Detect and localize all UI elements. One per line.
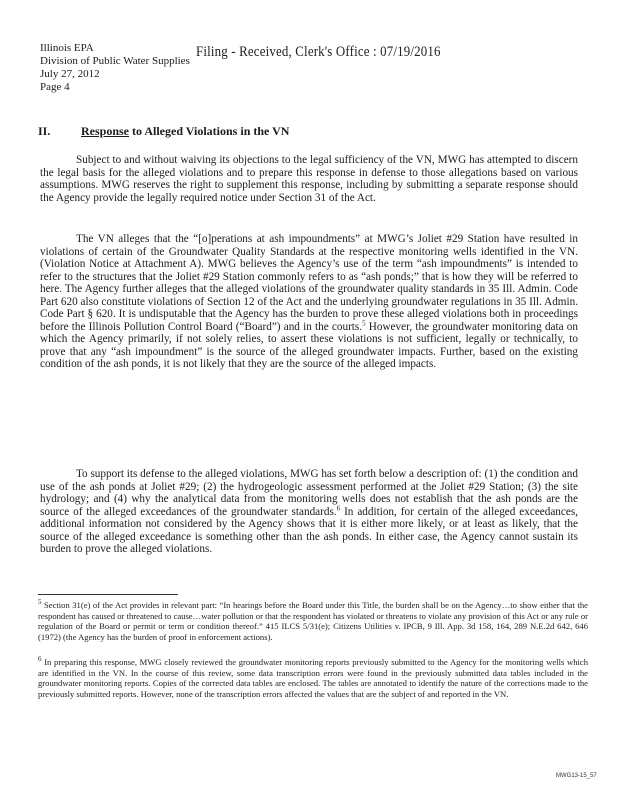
letter-header: [40, 42, 190, 94]
paragraph-1-text: Subject to and without waiving its objections to the legal sufficiency of the VN, MWG has attempted to discern the legal basis for the alleged violations and to prepare this response in defense to those allegations based on various assumptions. MWG reserves the right to supplement this response, including by submitting a separate response should the Agency provide the legally required notice under Section 31 of the Act.: [40, 154, 578, 204]
footnote-6: [38, 657, 588, 699]
bates-number: MWG13-15_57: [556, 773, 597, 779]
footnote-5-marker: 5: [38, 598, 42, 607]
paragraph-3: [40, 468, 578, 556]
header-page-number: Page 4: [40, 81, 70, 93]
paragraph-3-text-end: In addition, for certain of the alleged exceedances, additional information not considered by the Agency shows that it is either more likely, or at least as likely, that the source of the alleged exceedance is something other than the ash ponds. In either case, the Agency cannot sustain its burden to prove the alleged violations.: [40, 505, 578, 555]
footnote-divider: [38, 594, 178, 595]
footnote-5-text: Section 31(e) of the Act provides in relevant part: “In hearings before the Board under this Title, the burden shall be on the Agency…to show either that the respondent has caused or threatened to cause…water pollution or that the respondent has violated or threatens to violate any provision of this Act or any rule or regulation of the Board or permit or term or condition thereof.” 415 ILCS 5/31(e); Citizens Utilities v. IPCB, 9 Ill. App. 3d 158, 164, 289 N.E.2d 642, 646 (1972) (the Agency has the burden of proof in enforcement actions).: [38, 600, 588, 642]
footnote-6-text: In preparing this response, MWG closely reviewed the groundwater monitoring reports previously submitted to the Agency for the monitoring wells which are identified in the VN. In the course of this review, some data transcription errors were found in the previously submitted data tables included in the groundwater monitoring reports. Copies of the corrected data tables are enclosed. The tables are annotated to identify the nature of the corrections made to the previously submitted reports. However, none of the transcription errors affected the values that are the subject of and reported in the VN.: [38, 657, 588, 699]
section-title-rest: to Alleged Violations in the VN: [129, 124, 290, 138]
section-number: II.: [38, 124, 51, 138]
section-heading: [38, 124, 289, 139]
section-title-underlined: Response: [81, 124, 130, 138]
header-division: Division of Public Water Supplies: [40, 55, 190, 67]
footnote-6-marker: 6: [38, 655, 42, 664]
paragraph-1: [40, 154, 578, 204]
paragraph-2-text-end: However, the groundwater monitoring data on which the Agency primarily, if not solely relies, to assert these violations is not sufficient, legally or technically, to prove that any “ash impoundment” is the source of the alleged groundwater impacts. Further, based on the existing condition of the ash ponds, it is not likely that they are the source of the alleged impacts.: [40, 320, 578, 370]
header-date: July 27, 2012: [40, 68, 100, 80]
header-agency: Illinois EPA: [40, 42, 94, 54]
paragraph-3-text: To support its defense to the alleged violations, MWG has set forth below a description of: (1) the condition and use of the ash ponds at Joliet #29; (2) the hydrogeologic assessment performed at the Joliet #29 Station; (3) the site hydrology; and (4) why the analytical data from the monitoring wells does not establish that the ash ponds are the source of the alleged exceedances of the groundwater standards.: [40, 468, 578, 518]
footnote-ref-5: 5: [362, 318, 366, 327]
paragraph-2-text: The VN alleges that the “[o]perations at ash impoundments” at MWG’s Joliet #29 Station have resulted in violations of certain of the Groundwater Quality Standards at the respective monitoring wells identified in the VN. (Violation Notice at Attachment A). MWG believes the Agency’s use of the term “ash impoundments” is intended to refer to the structures that the Joliet #29 Station commonly refers to as “ash ponds;” that is how they will be referred to here. The Agency further alleges that the alleged violations of the groundwater quality standards in 35 Ill. Admin. Code Part 620 also constitute violations of Section 12 of the Act and the underlying groundwater regulations in 35 Ill. Admin. Code Part § 620. It is undisputable that the Agency has the burden to prove these alleged violations both in proceedings before the Illinois Pollution Control Board (“Board”) and in the courts.: [40, 233, 578, 333]
footnote-5: [38, 600, 588, 642]
paragraph-2: [40, 233, 578, 371]
filing-stamp: Filing - Received, Clerk's Office : 07/19/2016: [196, 44, 441, 60]
footnote-ref-6: 6: [336, 503, 341, 512]
section-title: [81, 124, 289, 138]
